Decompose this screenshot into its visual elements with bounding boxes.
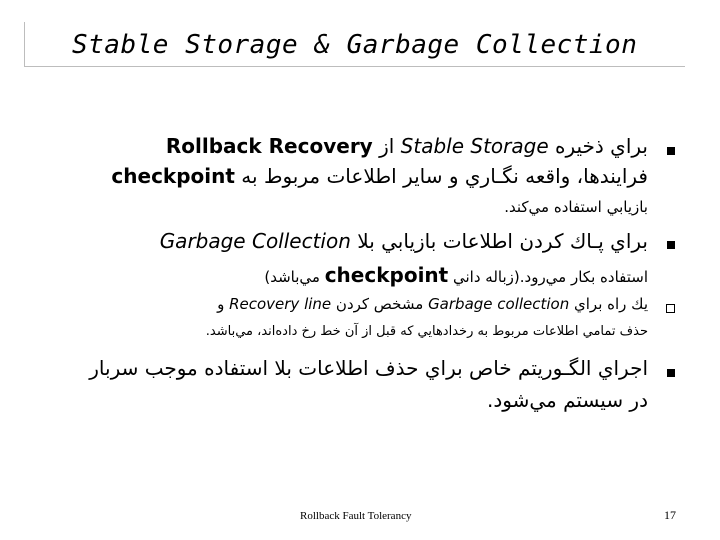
bullet-marker-3 [667, 369, 675, 377]
bullet1-term-checkpoint: checkpoint [111, 164, 235, 188]
bullet2-term-checkpoint: checkpoint [324, 263, 449, 287]
bullet2-line1 [160, 229, 648, 253]
bullet2-term-garbage-collection: Garbage Collection [159, 229, 351, 253]
bullet-marker-1 [667, 147, 675, 155]
bullet1-line2-text-a: فرايندها، واقعه نگـاري و ساير اطلاعات مربوط به [234, 164, 648, 188]
sub-bullet-term-recovery-line: Recovery line [229, 295, 332, 313]
bullet1-line1-text-a: براي ذخيره [548, 134, 648, 158]
sub-bullet-marker [666, 304, 675, 313]
bullet2-line2-text-a: استفاده بكار مي‌رود.(زباله داني [448, 268, 648, 286]
bullet1-line1 [166, 134, 648, 158]
sub-bullet-line2: حذف تمامي اطلاعات مربوط به رخدادهايي كه قبل از آن خط رخ داده‌اند، مي‌باشد. [205, 324, 648, 339]
bullet2-line2-text-c: مي‌باشد) [264, 268, 325, 286]
bullet1-line2 [111, 164, 648, 188]
bullet3-line1: اجراي الگـوريتم خاص براي حذف اطلاعات بلا استفاده موجب سربار [89, 356, 648, 380]
bullet3-line2: در سيستم مي‌شود. [487, 388, 648, 412]
sub-bullet-line1-text-e: و [217, 295, 230, 313]
slide-title: Stable Storage & Garbage Collection [72, 30, 638, 60]
sub-bullet-term-garbage-collection: Garbage collection [428, 295, 570, 313]
page-number: 17 [664, 508, 676, 522]
footer-title: Rollback Fault Tolerancy [300, 510, 412, 522]
sub-bullet-line1-text-a: يك راه براي [569, 295, 648, 313]
bullet1-line1-text-c: از [372, 134, 401, 158]
bullet1-term-rollback-recovery: Rollback Recovery [165, 134, 373, 158]
bullet2-line1-text-a: براي پـاك كردن اطلاعات بازيابي بلا [350, 229, 648, 253]
sub-bullet-line1 [217, 295, 648, 313]
sub-bullet-line1-text-c: مشخص كردن [331, 295, 429, 313]
bullet1-line3: بازيابي استفاده مي‌كند. [504, 198, 648, 216]
bullet1-term-stable-storage: Stable Storage [400, 134, 549, 158]
bullet-marker-2 [667, 241, 675, 249]
bullet2-line2 [264, 263, 648, 287]
